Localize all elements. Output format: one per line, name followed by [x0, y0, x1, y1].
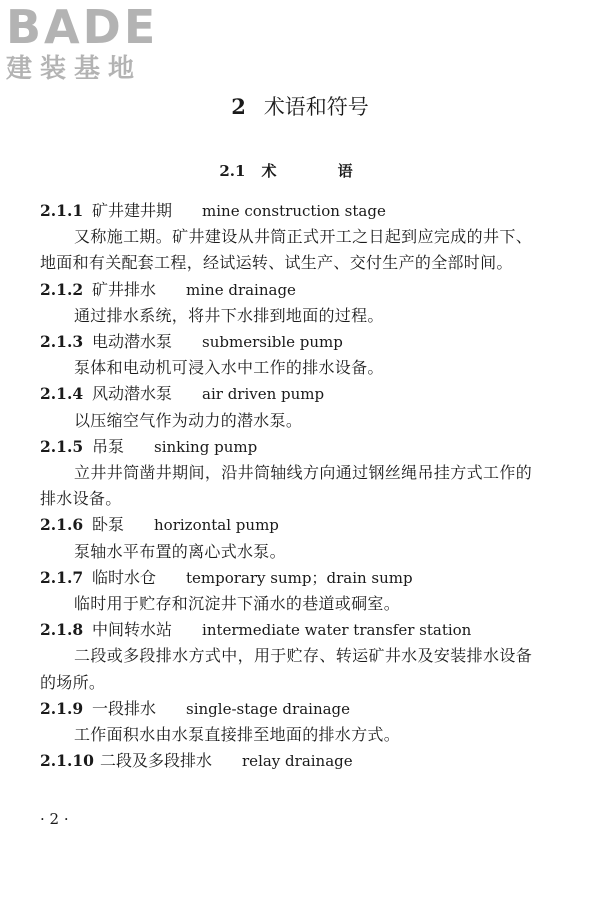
- term-english: intermediate water transfer station: [202, 621, 472, 640]
- term-definition: 通过排水系统，将井下水排到地面的过程。: [74, 305, 384, 325]
- term-number: 2.1.5: [40, 436, 84, 456]
- term-number: 2.1.9: [40, 698, 84, 718]
- chapter-title: [0, 92, 600, 122]
- term-english: mine construction stage: [202, 202, 386, 220]
- term-english: air driven pump: [202, 385, 325, 404]
- term-heading: [40, 512, 532, 538]
- term-entry: [40, 329, 532, 381]
- term-number: 2.1.10: [40, 751, 94, 771]
- term-heading: [40, 617, 532, 643]
- term-entry: [40, 381, 532, 433]
- term-heading: [40, 748, 532, 774]
- chapter-number: 2: [231, 94, 246, 119]
- watermark-cjk: 建装基地: [6, 54, 143, 84]
- term-entry: [40, 565, 532, 617]
- term-definition: 二段或多段排水方式中，用于贮存、转运矿井水及安装排水设备的场所。: [40, 646, 532, 692]
- term-english: submersible pump: [202, 333, 343, 352]
- term-english: single-stage drainage: [186, 699, 351, 718]
- term-definition: 临时用于贮存和沉淀井下涌水的巷道或硐室。: [74, 594, 401, 614]
- term-chinese: 二段及多段排水: [100, 751, 213, 771]
- term-number: 2.1.2: [40, 279, 84, 299]
- term-heading: [40, 277, 532, 303]
- term-chinese: 一段排水: [92, 698, 157, 718]
- term-heading: [40, 198, 532, 224]
- term-chinese: 风动潜水泵: [92, 384, 173, 404]
- term-chinese: 电动潜水泵: [92, 332, 173, 352]
- term-chinese: 临时水仓: [92, 567, 157, 587]
- term-list: [40, 198, 532, 774]
- term-definition: 泵体和电动机可浸入水中工作的排水设备。: [74, 358, 384, 378]
- term-english: mine drainage: [186, 280, 296, 299]
- term-entry: [40, 512, 532, 564]
- section-number: 2.1: [219, 162, 246, 180]
- chapter-name: 术语和符号: [263, 95, 369, 119]
- term-english: temporary sump；drain sump: [186, 568, 413, 587]
- term-heading: [40, 434, 532, 460]
- term-entry: [40, 696, 532, 748]
- term-number: 2.1.6: [40, 515, 84, 535]
- term-entry: [40, 748, 532, 774]
- term-chinese: 矿井排水: [92, 279, 157, 299]
- term-heading: [40, 696, 532, 722]
- term-number: 2.1.8: [40, 620, 84, 640]
- term-heading: [40, 329, 532, 355]
- term-definition: 又称施工期。矿井建设从井筒正式开工之日起到应完成的井下、地面和有关配套工程，经试运转、试生产、交付生产的全部时间。: [40, 227, 532, 273]
- term-chinese: 卧泵: [92, 515, 125, 535]
- term-heading: [40, 381, 532, 407]
- term-definition: 泵轴水平布置的离心式水泵。: [74, 541, 286, 561]
- section-name: 术 语: [261, 162, 381, 180]
- watermark-latin: BADE: [6, 0, 159, 54]
- term-entry: [40, 617, 532, 696]
- term-entry: [40, 198, 532, 277]
- term-english: horizontal pump: [154, 516, 279, 535]
- term-number: 2.1.3: [40, 332, 84, 352]
- term-definition: 以压缩空气作为动力的潜水泵。: [74, 410, 303, 430]
- term-chinese: 吊泵: [92, 436, 125, 456]
- term-definition: 立井井筒凿井期间，沿井筒轴线方向通过钢丝绳吊挂方式工作的排水设备。: [40, 463, 532, 509]
- term-definition: 工作面积水由水泵直接排至地面的排水方式。: [74, 725, 401, 745]
- term-entry: [40, 277, 532, 329]
- term-chinese: 中间转水站: [92, 620, 173, 640]
- term-number: 2.1.1: [40, 201, 84, 220]
- watermark-logo: [6, 2, 176, 86]
- page-number: · 2 ·: [40, 810, 69, 828]
- term-heading: [40, 565, 532, 591]
- term-english: relay drainage: [242, 752, 353, 771]
- term-number: 2.1.4: [40, 384, 84, 404]
- term-number: 2.1.7: [40, 567, 84, 587]
- term-english: sinking pump: [154, 437, 258, 456]
- section-title: [0, 160, 600, 182]
- term-entry: [40, 434, 532, 513]
- term-chinese: 矿井建井期: [92, 201, 173, 220]
